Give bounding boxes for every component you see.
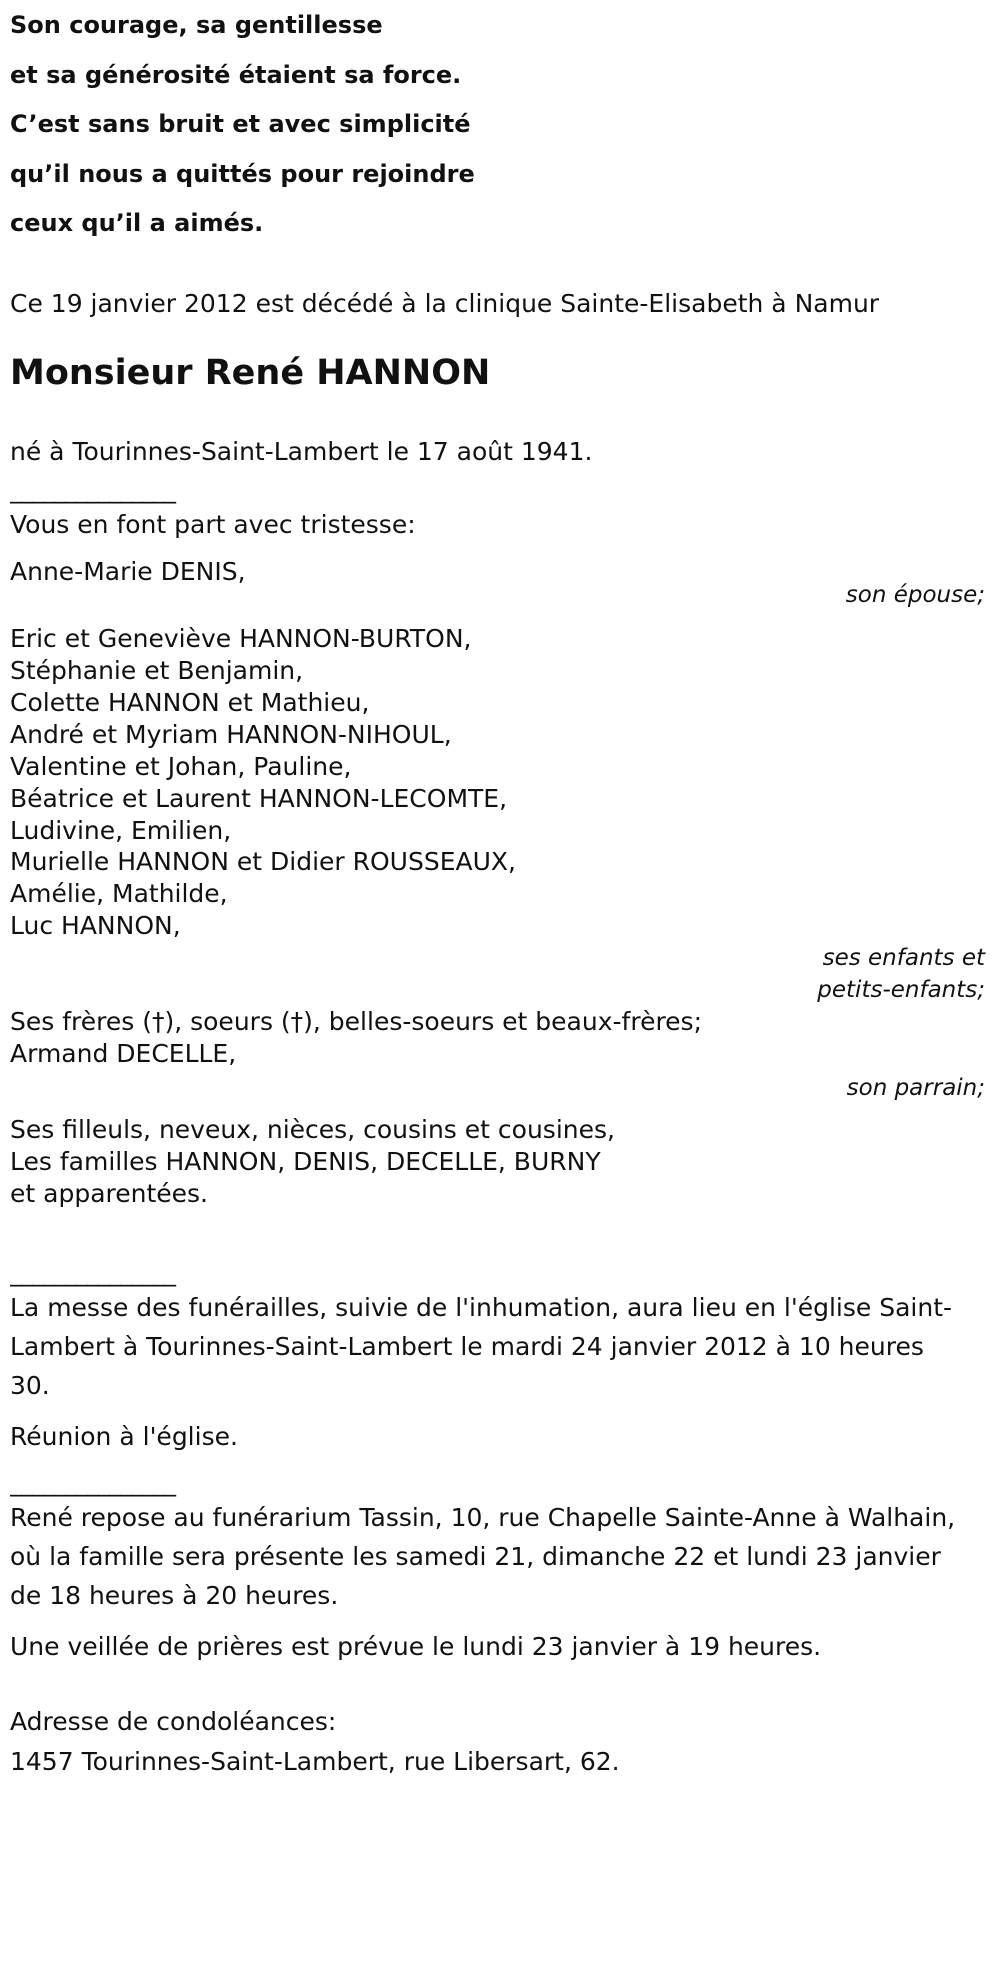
separator: _______________ <box>10 1469 175 1498</box>
godfather-relation: son parrain; <box>846 1075 985 1102</box>
spouse-block <box>10 552 990 615</box>
child-line: Eric et Geneviève HANNON-BURTON, <box>10 624 472 654</box>
funeral-meeting-text: Réunion à l'église. <box>10 1422 238 1452</box>
poem-line: et sa générosité étaient sa force. <box>10 60 462 89</box>
child-line: Amélie, Mathilde, <box>10 879 228 909</box>
child-line: Stéphanie et Benjamin, <box>10 656 304 685</box>
others-line: Ses filleuls, neveux, nièces, cousins et cousines, <box>10 1115 615 1145</box>
godfather-name: Armand DECELLE, <box>10 1039 237 1069</box>
condolences-label: Adresse de condoléances: <box>10 1707 337 1737</box>
vigil-text: Une veillée de prières est prévue le lundi 23 janvier à 19 heures. <box>10 1632 822 1662</box>
poem-line: C’est sans bruit et avec simplicité <box>10 110 471 138</box>
child-line: Valentine et Johan, Pauline, <box>10 751 352 781</box>
condolences-block <box>10 1702 990 1782</box>
poem-line: Son courage, sa gentillesse <box>10 11 383 39</box>
poem-line: qu’il nous a quittés pour rejoindre <box>10 159 475 188</box>
child-line: Ludivine, Emilien, <box>10 815 232 845</box>
children-relation-line: petits-enfants; <box>817 977 985 1004</box>
child-line: Colette HANNON et Mathieu, <box>10 687 370 717</box>
funeral-mass-text: La messe des funérailles, suivie de l'inhumation, aura lieu en l'église Saint-Lambert à Tourinnes-Saint-Lambert le mardi 24 janvier 2012 à 10 heures 30. <box>10 1293 953 1401</box>
separator: _______________ <box>10 475 175 504</box>
others-line: et apparentées. <box>10 1179 208 1209</box>
others-block <box>10 1114 990 1210</box>
condolences-address: 1457 Tourinnes-Saint-Lambert, rue Libersart, 62. <box>10 1746 620 1776</box>
spouse-name: Anne-Marie DENIS, <box>10 557 246 587</box>
siblings-line: Ses frères (†), soeurs (†), belles-soeurs et beaux-frères; <box>10 1007 703 1037</box>
spouse-relation: son épouse; <box>845 582 985 609</box>
children-relation-line: ses enfants et <box>822 945 985 972</box>
child-line: André et Myriam HANNON-NIHOUL, <box>10 719 452 749</box>
children-block <box>10 623 990 1006</box>
child-line: Murielle HANNON et Didier ROUSSEAUX, <box>10 847 516 877</box>
godfather-block <box>10 1038 990 1106</box>
poem <box>10 0 990 249</box>
announce-text: Vous en font part avec tristesse: <box>10 509 416 539</box>
death-announcement: Ce 19 janvier 2012 est décédé à la clinique Sainte-Elisabeth à Namur <box>10 288 880 318</box>
poem-line: ceux qu’il a aimés. <box>10 209 264 237</box>
birth-info: né à Tourinnes-Saint-Lambert le 17 août 1941. <box>10 436 593 466</box>
rest-text: René repose au funérarium Tassin, 10, rue Chapelle Sainte-Anne à Walhain, où la famille sera présente les samedi 21, dimanche 22 et lundi 23 janvier de 18 heures à 20 heures. <box>10 1503 956 1611</box>
deceased-name: Monsieur René HANNON <box>10 352 491 393</box>
others-line: Les familles HANNON, DENIS, DECELLE, BURNY <box>10 1147 601 1177</box>
child-line: Luc HANNON, <box>10 911 181 941</box>
child-line: Béatrice et Laurent HANNON-LECOMTE, <box>10 783 508 813</box>
separator: _______________ <box>10 1259 175 1288</box>
obituary-page <box>10 0 990 1782</box>
